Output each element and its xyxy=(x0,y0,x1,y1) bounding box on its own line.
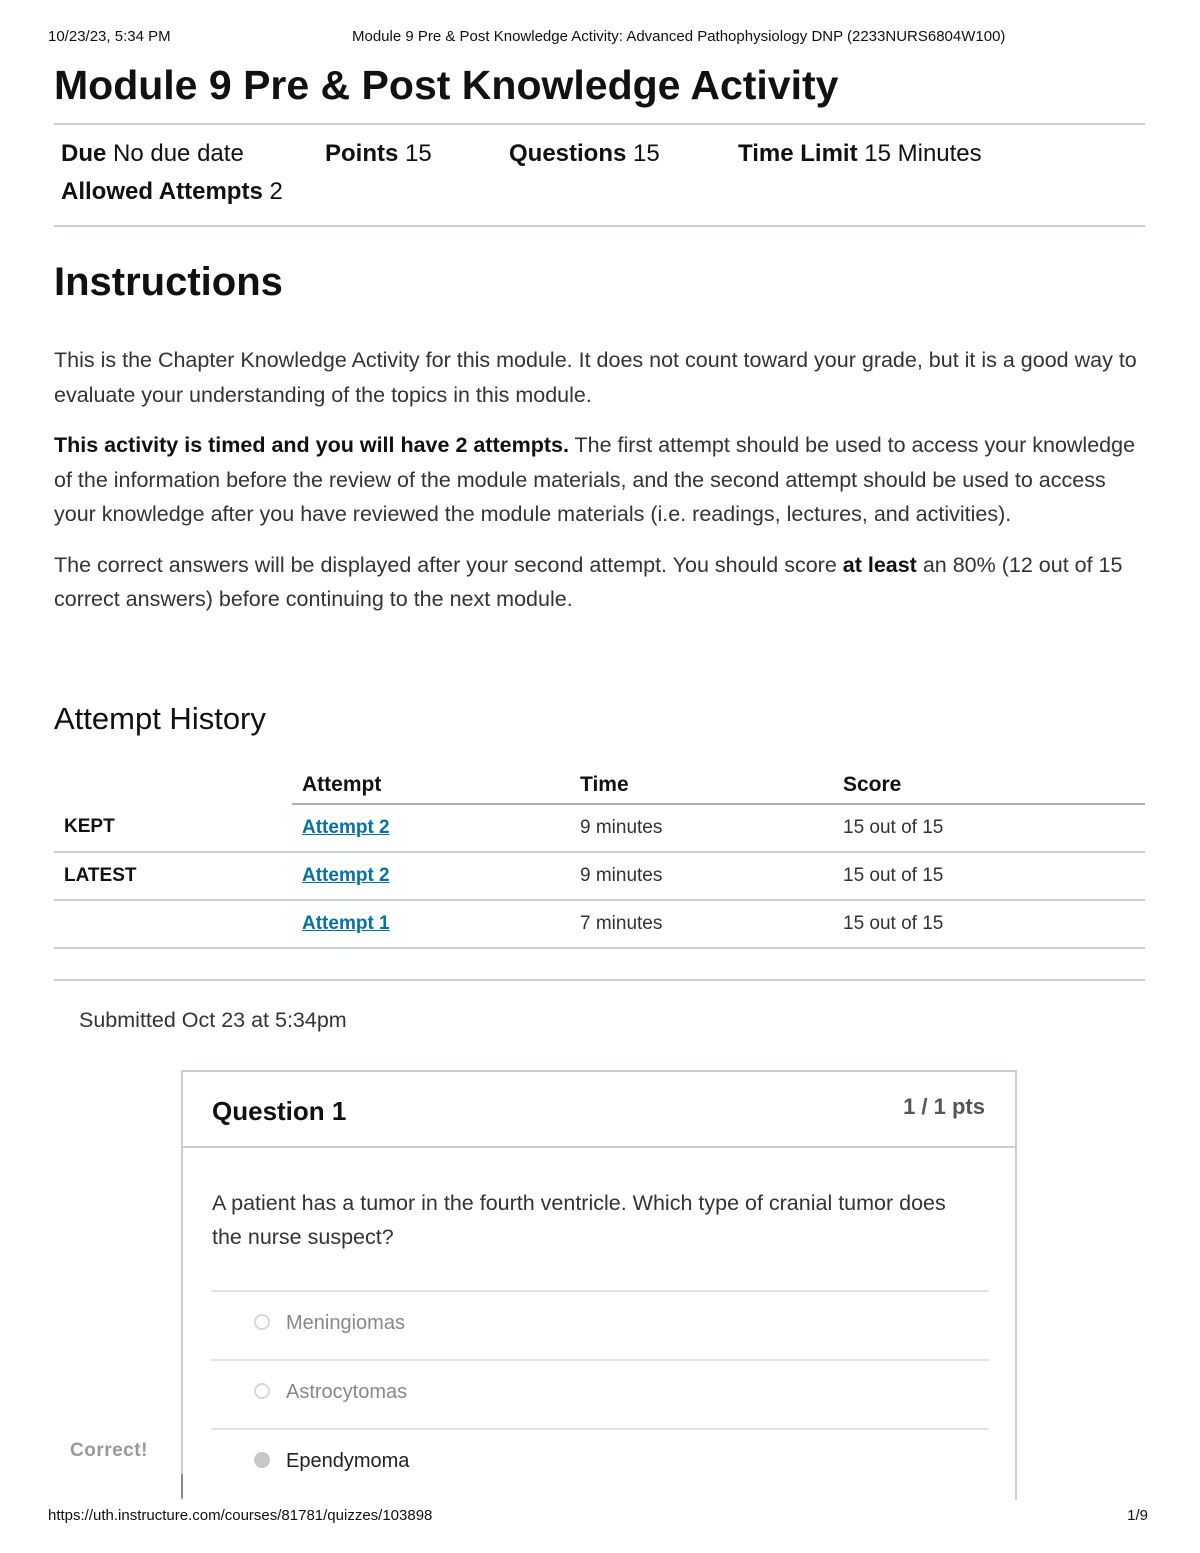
radio-unselected-icon xyxy=(254,1383,270,1399)
page-title: Module 9 Pre & Post Knowledge Activity xyxy=(54,62,839,108)
due-label: Due xyxy=(61,140,107,167)
attempt-history-table xyxy=(54,755,1145,949)
time-cell: 7 minutes xyxy=(570,900,833,948)
question-points: 1 / 1 pts xyxy=(903,1094,985,1119)
due-detail xyxy=(61,140,244,168)
points-detail xyxy=(325,140,432,168)
quiz-content xyxy=(54,58,1145,1033)
instructions-paragraph-3-end: an 80% (12 out of 15 correct answers) before continuing to the next module. xyxy=(54,552,1123,611)
time-cell: 9 minutes xyxy=(570,804,833,852)
quiz-details xyxy=(54,125,1145,225)
questions-detail xyxy=(509,140,660,168)
instructions-paragraph-1: This is the Chapter Knowledge Activity for this module. It does not count toward your grade, but it is a good way to evaluate your understanding of the topics in this module. xyxy=(54,348,1137,407)
attempt-link[interactable]: Attempt 2 xyxy=(302,864,390,886)
row-status-label: LATEST xyxy=(54,852,292,900)
radio-unselected-icon xyxy=(254,1314,270,1330)
question-text: A patient has a tumor in the fourth ventricle. Which type of cranial tumor does the nurse suspect? xyxy=(212,1191,946,1249)
attempt-link[interactable]: Attempt 1 xyxy=(302,912,390,934)
instructions-paragraph-3-start: The correct answers will be displayed after your second attempt. You should score xyxy=(54,552,843,577)
table-row xyxy=(54,852,1145,900)
attempt-cell xyxy=(292,804,570,852)
time-limit-value: 15 Minutes xyxy=(864,140,982,167)
correct-answer-flag: Correct! xyxy=(70,1440,148,1461)
table-row xyxy=(54,804,1145,852)
instructions-heading: Instructions xyxy=(54,260,283,304)
instructions-paragraph-2-text: The first attempt should be used to access your knowledge of the information before the review of the module materials, and the second attempt should be used to access your knowledge after you have reviewed the module materials (i.e. readings, lectures, and activities). xyxy=(54,433,1136,526)
divider xyxy=(54,225,1145,227)
time-cell: 9 minutes xyxy=(570,852,833,900)
table-header-time: Time xyxy=(570,755,833,804)
at-least-emphasis: at least xyxy=(842,552,917,577)
score-cell: 15 out of 15 xyxy=(833,900,1145,948)
allowed-attempts-detail xyxy=(61,178,283,206)
question-1-card xyxy=(181,1070,1017,1500)
time-limit-detail xyxy=(738,140,982,168)
divider xyxy=(54,979,1145,981)
answer-list xyxy=(211,1290,989,1497)
submission-timestamp: Submitted Oct 23 at 5:34pm xyxy=(79,1007,347,1032)
table-row xyxy=(54,900,1145,948)
due-value: No due date xyxy=(113,140,244,167)
row-status-label xyxy=(54,900,292,948)
row-status-label: KEPT xyxy=(54,804,292,852)
instructions-paragraph-2 xyxy=(54,428,1145,532)
print-footer xyxy=(48,1507,1148,1527)
print-header xyxy=(48,28,1152,48)
time-limit-label: Time Limit xyxy=(738,140,858,167)
score-cell: 15 out of 15 xyxy=(833,852,1145,900)
question-header xyxy=(183,1072,1015,1148)
question-title: Question 1 xyxy=(212,1096,347,1126)
table-header-label xyxy=(54,755,292,804)
print-url: https://uth.instructure.com/courses/81781/quizzes/103898 xyxy=(48,1507,433,1524)
attempt-history-heading: Attempt History xyxy=(54,700,266,736)
answer-option-selected xyxy=(211,1428,989,1497)
card-edge-marker xyxy=(181,1474,183,1498)
questions-value: 15 xyxy=(633,140,660,167)
points-label: Points xyxy=(325,140,399,167)
print-page-number: 1/9 xyxy=(1127,1507,1148,1524)
points-value: 15 xyxy=(405,140,432,167)
instructions-paragraph-3 xyxy=(54,548,1145,617)
score-cell: 15 out of 15 xyxy=(833,804,1145,852)
answer-option xyxy=(211,1359,989,1428)
allowed-attempts-value: 2 xyxy=(269,178,283,205)
questions-label: Questions xyxy=(509,140,627,167)
answer-option xyxy=(211,1290,989,1359)
table-header-score: Score xyxy=(833,755,1145,804)
radio-selected-icon xyxy=(254,1452,270,1468)
print-date: 10/23/23, 5:34 PM xyxy=(48,28,171,45)
attempt-link[interactable]: Attempt 2 xyxy=(302,816,390,838)
answer-text: Astrocytomas xyxy=(286,1381,408,1403)
allowed-attempts-label: Allowed Attempts xyxy=(61,178,263,205)
answer-text: Ependymoma xyxy=(286,1450,410,1472)
table-header-attempt: Attempt xyxy=(292,755,570,804)
answer-text: Meningiomas xyxy=(286,1312,405,1334)
attempt-cell xyxy=(292,900,570,948)
attempt-cell xyxy=(292,852,570,900)
timed-notice: This activity is timed and you will have 2 attempts. xyxy=(54,433,569,457)
print-document-title: Module 9 Pre & Post Knowledge Activity: Advanced Pathophysiology DNP (2233NURS6804W100) xyxy=(352,28,1006,45)
